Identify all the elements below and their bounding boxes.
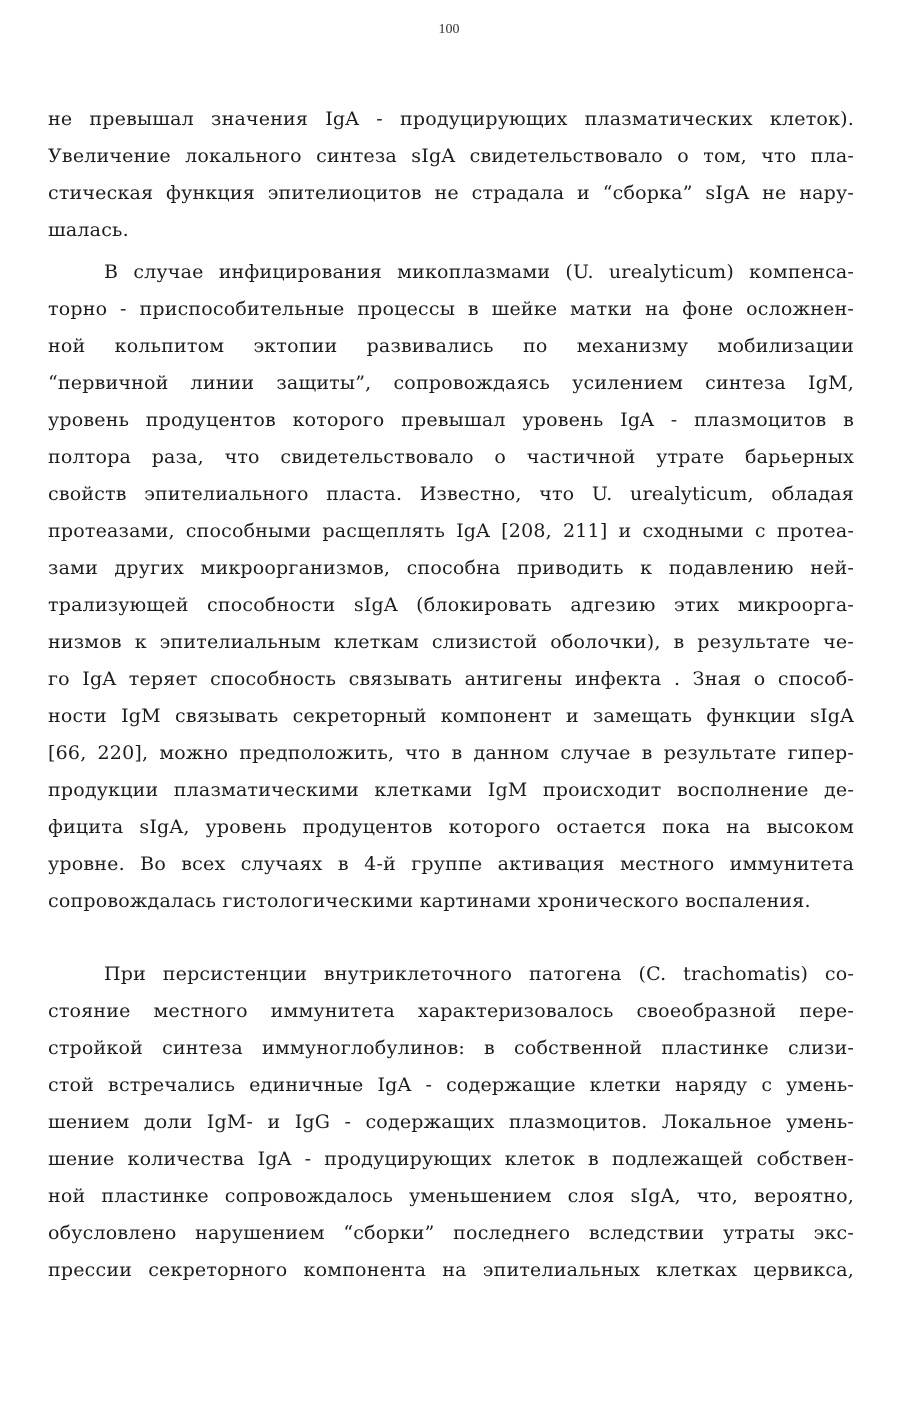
text-line: зами других микроорганизмов, способна приводить к подавлению ней-	[48, 557, 854, 579]
text-line: сопровождалась гистологическими картинами хронического воспаления.	[48, 890, 811, 912]
text-line: шением доли IgM- и IgG - содержащих плазмоцитов. Локальное умень-	[48, 1111, 854, 1133]
text-line: ной кольпитом эктопии развивались по механизму мобилизации	[48, 335, 854, 357]
text-line: шалась.	[48, 219, 129, 241]
text-line: прессии секреторного компонента на эпителиальных клетках цервикса,	[48, 1259, 854, 1281]
text-line: продукции плазматическими клетками IgM происходит восполнение де-	[48, 779, 854, 801]
text-line: В случае инфицирования микоплазмами (U. urealyticum) компенса-	[104, 261, 854, 283]
text-line: [66, 220], можно предположить, что в данном случае в результате гипер-	[48, 742, 854, 764]
text-line: трализующей способности sIgA (блокировать адгезию этих микроорга-	[48, 594, 854, 616]
text-line: уровень продуцентов которого превышал уровень IgA - плазмоцитов в	[48, 409, 854, 431]
text-line: полтора раза, что свидетельствовало о частичной утрате барьерных	[48, 446, 854, 468]
text-line: уровне. Во всех случаях в 4-й группе активация местного иммунитета	[48, 853, 854, 875]
text-line: При персистенции внутриклеточного патогена (C. trachomatis) со-	[104, 963, 854, 985]
text-line: шение количества IgA - продуцирующих клеток в подлежащей собствен-	[48, 1148, 854, 1170]
text-line: стройкой синтеза иммуноглобулинов: в собственной пластинке слизи-	[48, 1037, 854, 1059]
text-line: стояние местного иммунитета характеризовалось своеобразной пере-	[48, 1000, 854, 1022]
text-line: низмов к эпителиальным клеткам слизистой оболочки), в результате че-	[48, 631, 854, 653]
text-line: обусловлено нарушением “сборки” последнего вследствии утраты экс-	[48, 1222, 854, 1244]
paragraph-1	[48, 101, 854, 249]
text-line: Увеличение локального синтеза sIgA свидетельствовало о том, что пла-	[48, 145, 854, 167]
text-line: фицита sIgA, уровень продуцентов которого остается пока на высоком	[48, 816, 854, 838]
text-line: “первичной линии защиты”, сопровождаясь усилением синтеза IgM,	[48, 372, 854, 394]
paragraph-2	[48, 254, 854, 920]
text-line: не превышал значения IgA - продуцирующих плазматических клеток).	[48, 108, 854, 130]
paragraph-3	[48, 956, 854, 1289]
text-line: го IgA теряет способность связывать антигены инфекта . Зная о способ-	[48, 668, 854, 690]
text-line: протеазами, способными расщеплять IgA [208, 211] и сходными с протеа-	[48, 520, 854, 542]
text-line: торно - приспособительные процессы в шейке матки на фоне осложнен-	[48, 298, 854, 320]
text-line: стическая функция эпителиоцитов не страдала и “сборка” sIgA не нару-	[48, 182, 854, 204]
text-line: ной пластинке сопровождалось уменьшением слоя sIgA, что, вероятно,	[48, 1185, 854, 1207]
text-line: стой встречались единичные IgA - содержащие клетки наряду с умень-	[48, 1074, 854, 1096]
text-line: ности IgM связывать секреторный компонент и замещать функции sIgA	[48, 705, 854, 727]
page-number: 100	[438, 22, 460, 37]
text-line: свойств эпителиального пласта. Известно, что U. urealyticum, обладая	[48, 483, 854, 505]
